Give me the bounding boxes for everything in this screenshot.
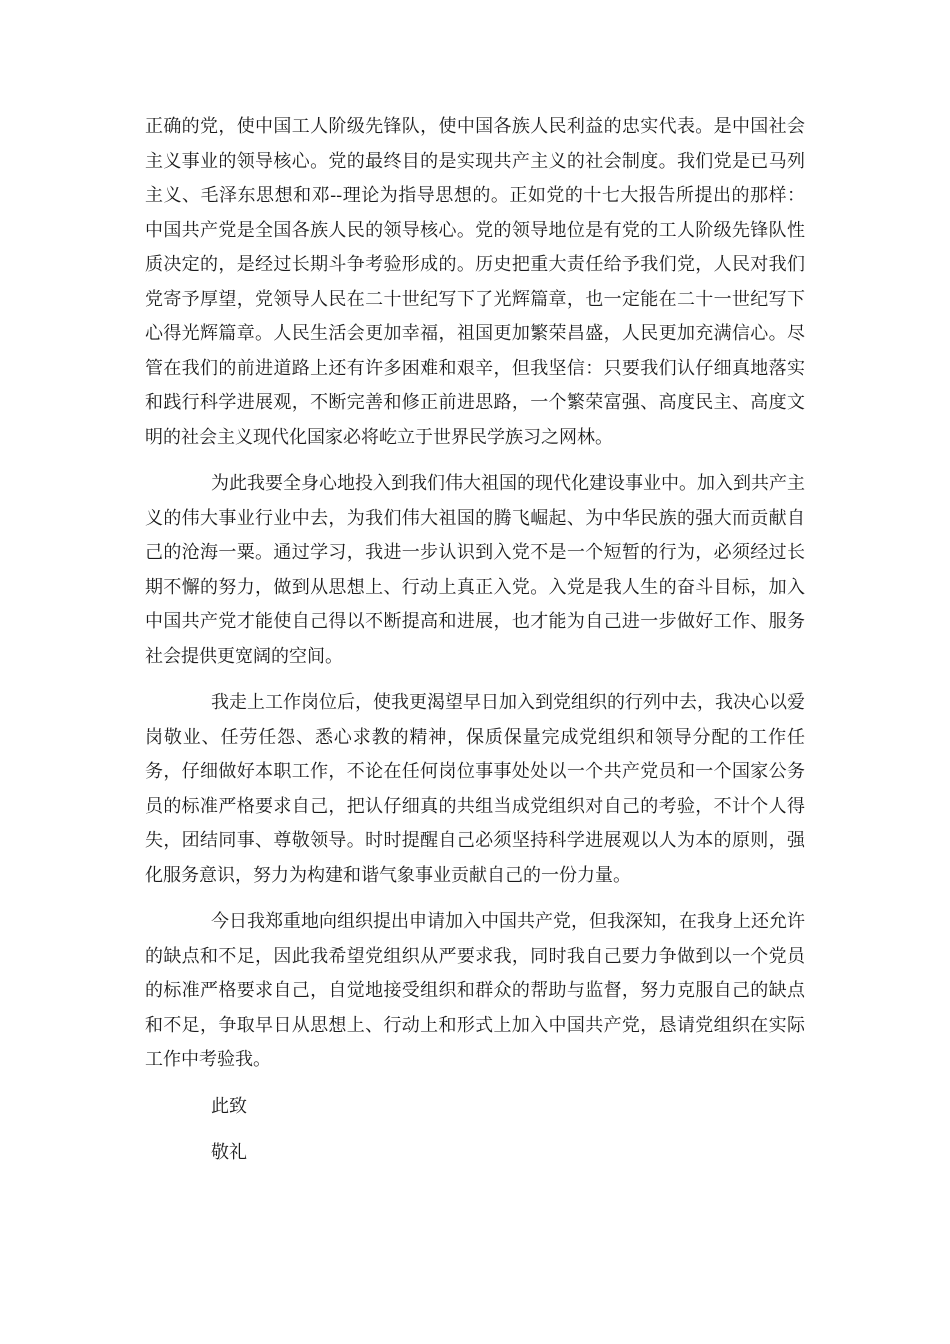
- paragraph-4: 今日我郑重地向组织提出申请加入中国共产党，但我深知，在我身上还允许的缺点和不足，因此我希望党组织从严要求我，同时我自己要力争做到以一个党员的标准严格要求自己，自觉地接受组织和群众的帮助与监督，努力克服自己的缺点和不足，争取早日从思想上、行动上和形式上加入中国共产党，恳请党组织在实际工作中考验我。: [145, 911, 805, 1070]
- paragraph-2: 为此我要全身心地投入到我们伟大祖国的现代化建设事业中。加入到共产主义的伟大事业行业中去，为我们伟大祖国的腾飞崛起、为中华民族的强大而贡献自己的沧海一粟。通过学习，我进一步认识到入党不是一个短暂的行为，必须经过长期不懈的努力，做到从思想上、行动上真正入党。入党是我人生的奋斗目标，加入中国共产党才能使自己得以不断提高和进展，也才能为自己进一步做好工作、服务社会提供更宽阔的空间。: [145, 473, 805, 667]
- letter-body: [145, 110, 805, 1183]
- paragraph-3: 我走上工作岗位后，使我更渴望早日加入到党组织的行列中去，我决心以爱岗敬业、任劳任怨、悉心求教的精神，保质保量完成党组织和领导分配的工作任务，仔细做好本职工作，不论在任何岗位事事处处以一个共产党员和一个国家公务员的标准严格要求自己，把认仔细真的共组当成党组织对自己的考验，不计个人得失，团结同事、尊敬领导。时时提醒自己必须坚持科学进展观以人为本的原则，强化服务意识，努力为构建和谐气象事业贡献自己的一份力量。: [145, 692, 805, 886]
- closing-regards: 敬礼: [211, 1142, 247, 1163]
- paragraph-1: 正确的党，使中国工人阶级先锋队，使中国各族人民利益的忠实代表。是中国社会主义事业的领导核心。党的最终目的是实现共产主义的社会制度。我们党是已马列主义、毛泽东思想和邓--理论为指导思想的。正如党的十七大报告所提出的那样：中国共产党是全国各族人民的领导核心。党的领导地位是有党的工人阶级先锋队性质决定的，是经过长期斗争考验形成的。历史把重大责任给予我们党，人民对我们党寄予厚望，党领导人民在二十世纪写下了光辉篇章，也一定能在二十一世纪写下心得光辉篇章。人民生活会更加幸福，祖国更加繁荣昌盛，人民更加充满信心。尽管在我们的前进道路上还有许多困难和艰辛，但我坚信：只要我们认仔细真地落实和践行科学进展观，不断完善和修正前进思路，一个繁荣富强、高度民主、高度文明的社会主义现代化国家必将屹立于世界民学族习之网林。: [145, 116, 805, 448]
- closing-salutation: 此致: [211, 1095, 247, 1117]
